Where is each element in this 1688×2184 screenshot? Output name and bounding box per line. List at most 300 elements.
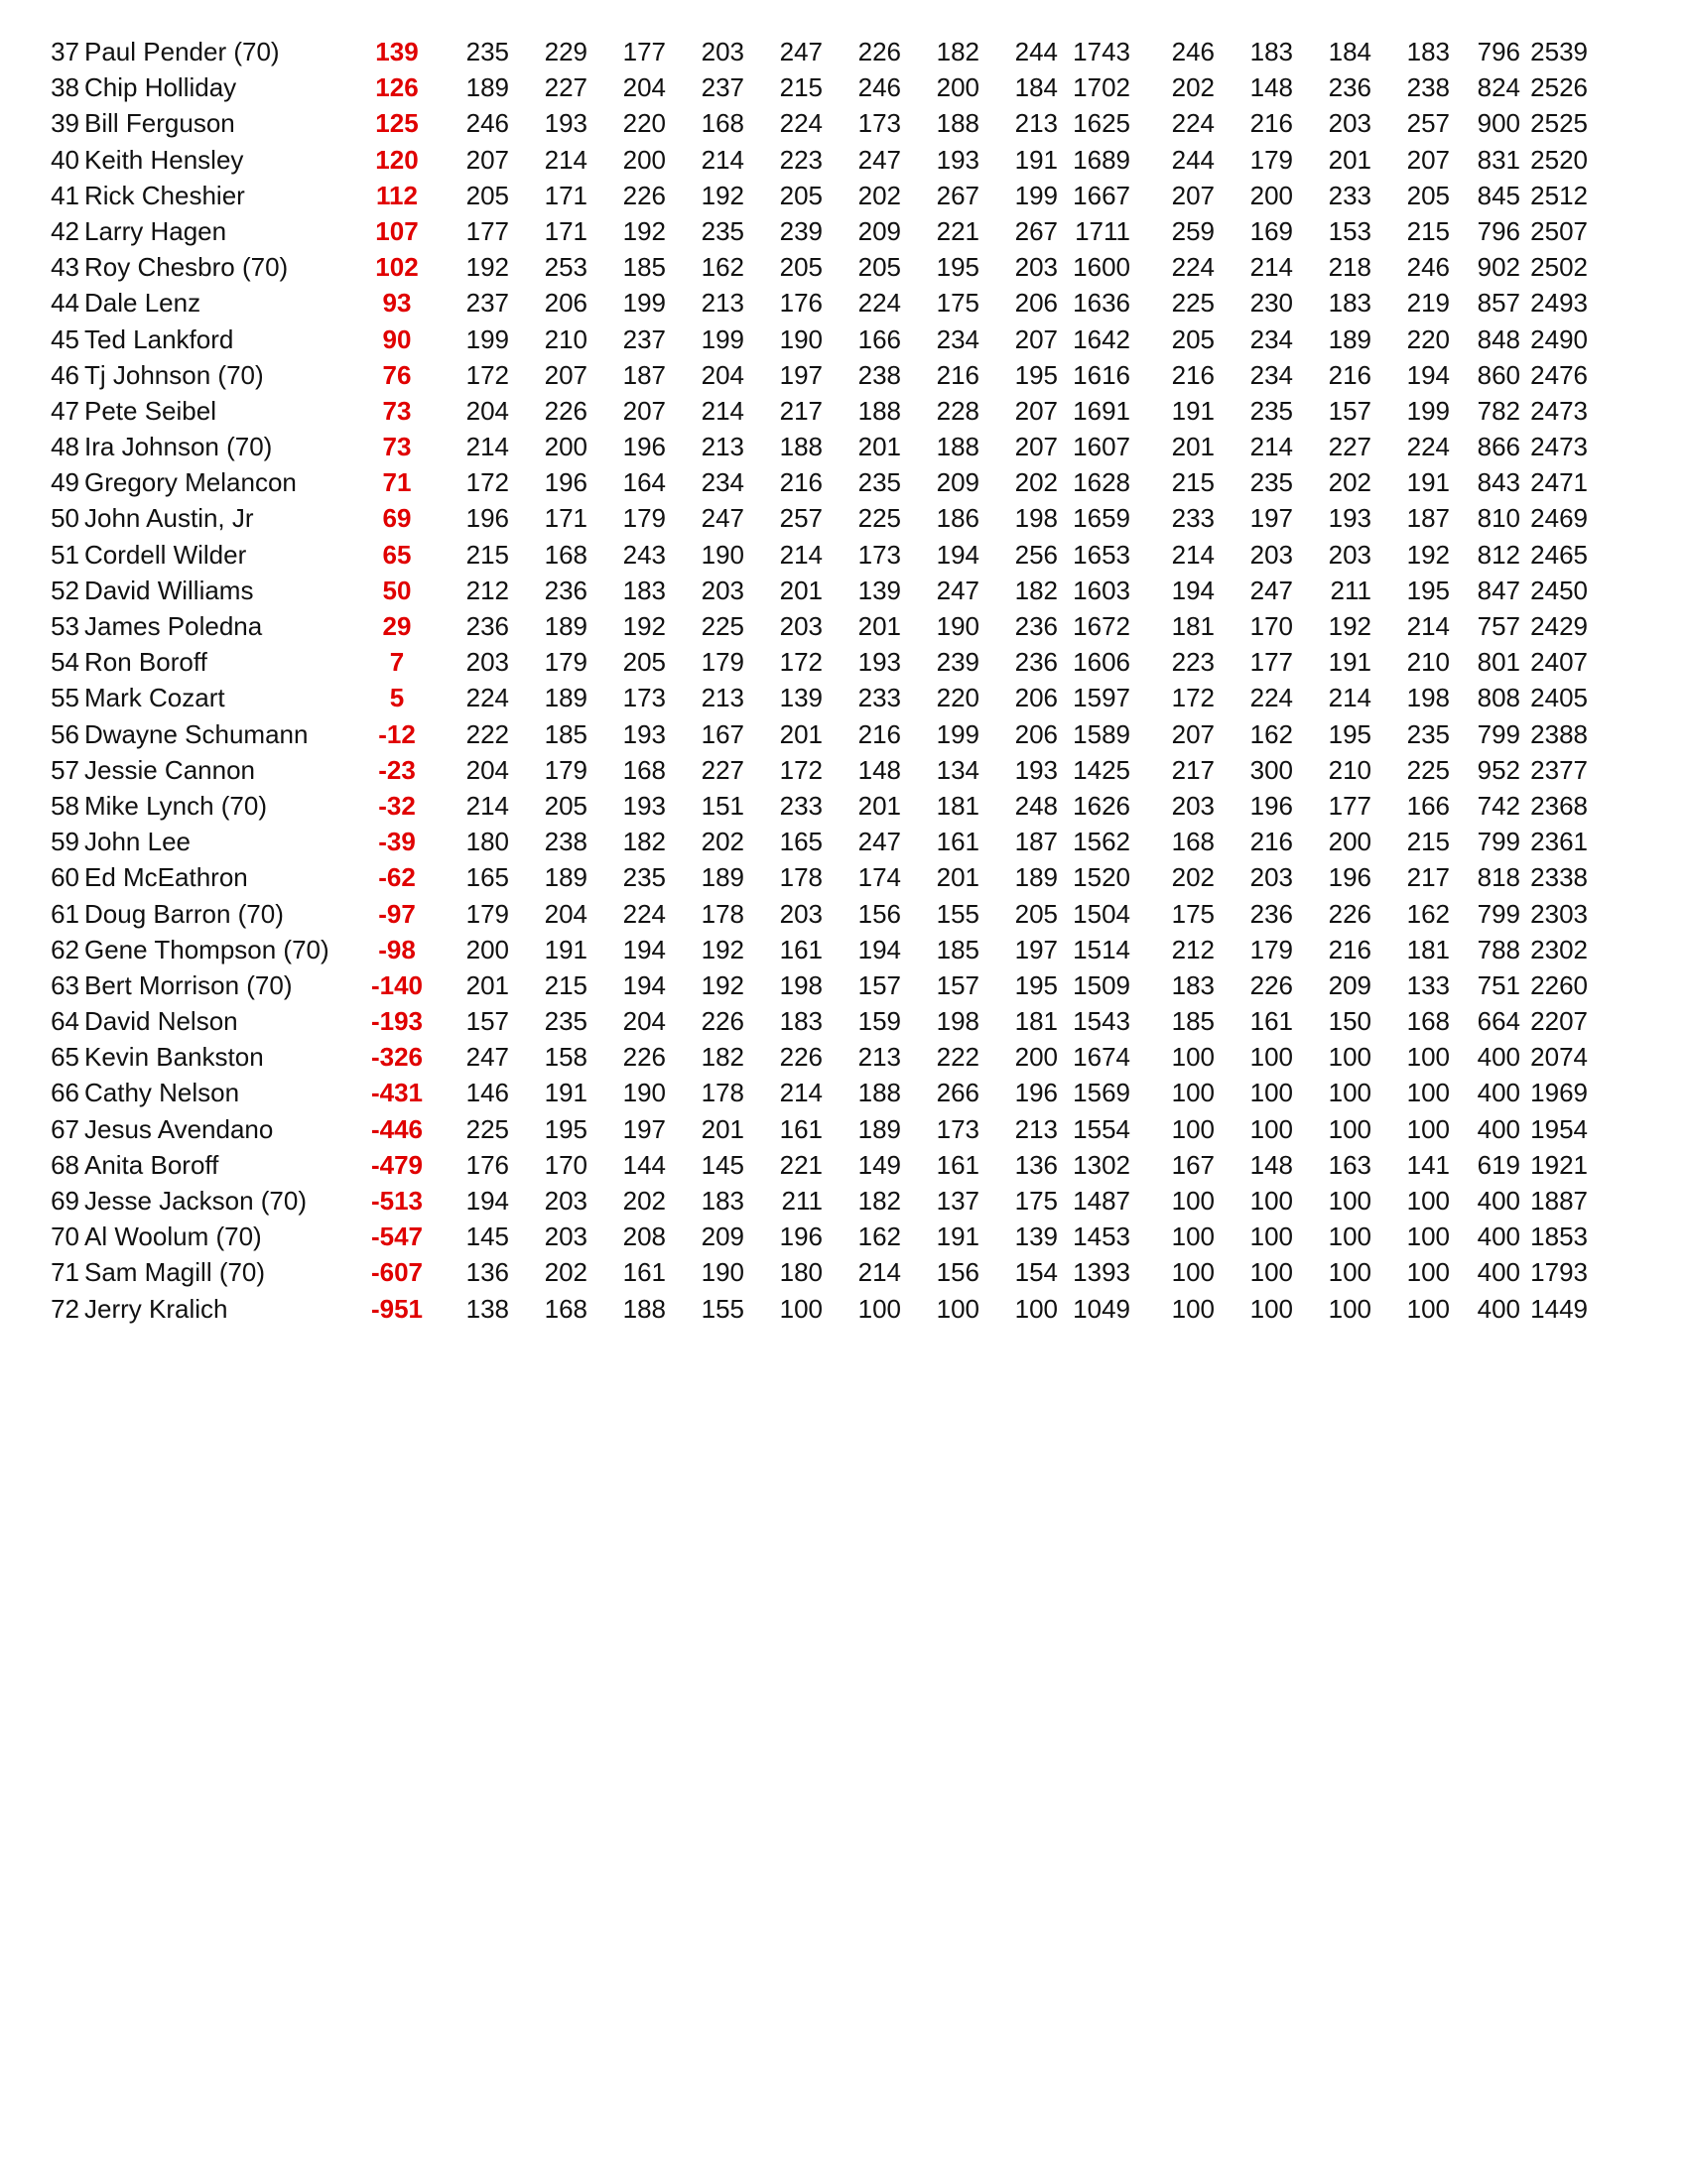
block-2-total: 796	[1477, 215, 1520, 246]
game-score: 224	[779, 108, 823, 139]
game-score: 161	[936, 827, 979, 857]
game-score: 150	[1328, 1006, 1371, 1037]
game-score: 159	[857, 1006, 901, 1037]
game-score: 214	[779, 539, 823, 570]
game-score: 177	[465, 215, 509, 246]
block-1-total: 1603	[1073, 575, 1130, 605]
game-score: 162	[1406, 898, 1450, 929]
bowler-name: Dwayne Schumann	[84, 718, 309, 749]
game-score: 226	[1328, 898, 1371, 929]
table-row	[0, 285, 1688, 321]
game-score: 210	[1406, 647, 1450, 678]
game-score: 207	[1171, 718, 1215, 749]
grand-total: 2507	[1530, 215, 1588, 246]
game-score: 141	[1406, 1149, 1450, 1180]
game-score: 177	[1328, 790, 1371, 821]
block-1-total: 1509	[1073, 969, 1130, 1000]
game-score: 226	[1249, 969, 1293, 1000]
game-score: 236	[544, 575, 587, 605]
game-score: 195	[544, 1113, 587, 1144]
game-score: 204	[465, 395, 509, 426]
grand-total: 2471	[1530, 467, 1588, 498]
game-score: 148	[857, 754, 901, 785]
game-score: 193	[857, 647, 901, 678]
game-score: 165	[465, 862, 509, 893]
differential-score: -547	[370, 1221, 424, 1252]
bowler-name: Cordell Wilder	[84, 539, 247, 570]
game-score: 188	[936, 108, 979, 139]
table-row	[0, 1003, 1688, 1039]
game-score: 179	[1249, 934, 1293, 964]
grand-total: 1793	[1530, 1257, 1588, 1288]
game-score: 235	[1249, 467, 1293, 498]
game-score: 170	[1249, 611, 1293, 641]
block-1-total: 1487	[1073, 1186, 1130, 1216]
table-row	[0, 896, 1688, 932]
game-score: 202	[1014, 467, 1058, 498]
game-score: 246	[465, 108, 509, 139]
game-score: 238	[544, 827, 587, 857]
game-score: 204	[465, 754, 509, 785]
game-score: 210	[544, 323, 587, 354]
differential-score: 7	[389, 647, 405, 678]
game-score: 203	[1171, 790, 1215, 821]
game-score: 145	[465, 1221, 509, 1252]
game-score: 235	[701, 215, 744, 246]
grand-total: 1887	[1530, 1186, 1588, 1216]
game-score: 197	[622, 1113, 666, 1144]
game-score: 157	[465, 1006, 509, 1037]
block-2-total: 782	[1477, 395, 1520, 426]
differential-score: 112	[376, 180, 418, 210]
block-1-total: 1554	[1073, 1113, 1130, 1144]
bowler-name: Jesse Jackson (70)	[84, 1186, 307, 1216]
game-score: 236	[1249, 898, 1293, 929]
game-score: 189	[701, 862, 744, 893]
block-1-total: 1689	[1073, 144, 1130, 175]
differential-score: 126	[375, 72, 419, 103]
game-score: 267	[936, 180, 979, 210]
game-score: 172	[1171, 683, 1215, 713]
bowler-name: Jerry Kralich	[84, 1293, 228, 1324]
game-score: 219	[1406, 288, 1450, 319]
game-score: 156	[857, 898, 901, 929]
game-score: 188	[936, 432, 979, 462]
game-score: 100	[1171, 1186, 1215, 1216]
game-score: 192	[701, 969, 744, 1000]
game-score: 182	[701, 1042, 744, 1073]
game-score: 196	[465, 503, 509, 534]
block-1-total: 1636	[1073, 288, 1130, 319]
game-score: 183	[779, 1006, 823, 1037]
game-score: 100	[1249, 1293, 1293, 1324]
standings-table	[0, 34, 1688, 1327]
game-score: 202	[622, 1186, 666, 1216]
game-score: 202	[1171, 862, 1215, 893]
game-score: 225	[465, 1113, 509, 1144]
game-score: 177	[1249, 647, 1293, 678]
game-score: 182	[857, 1186, 901, 1216]
game-score: 177	[622, 37, 666, 66]
game-score: 100	[1328, 1221, 1371, 1252]
game-score: 198	[1406, 683, 1450, 713]
game-score: 182	[1014, 575, 1058, 605]
game-score: 192	[465, 252, 509, 283]
block-1-total: 1711	[1075, 215, 1130, 246]
game-score: 224	[1406, 432, 1450, 462]
game-score: 194	[936, 539, 979, 570]
table-row	[0, 213, 1688, 249]
block-2-total: 788	[1477, 934, 1520, 964]
game-score: 136	[1014, 1149, 1058, 1180]
table-row	[0, 967, 1688, 1003]
game-score: 213	[1014, 1113, 1058, 1144]
table-row	[0, 178, 1688, 213]
table-row	[0, 573, 1688, 608]
game-score: 214	[701, 395, 744, 426]
game-score: 247	[857, 827, 901, 857]
block-1-total: 1514	[1073, 934, 1130, 964]
game-score: 222	[465, 718, 509, 749]
block-2-total: 799	[1477, 827, 1520, 857]
row-rank: 45	[51, 323, 79, 354]
row-rank: 43	[51, 252, 79, 283]
grand-total: 2429	[1530, 611, 1588, 641]
game-score: 214	[1328, 683, 1371, 713]
game-score: 201	[857, 611, 901, 641]
block-1-total: 1606	[1073, 647, 1130, 678]
block-2-total: 801	[1477, 647, 1520, 678]
game-score: 100	[1249, 1186, 1293, 1216]
row-rank: 46	[51, 359, 79, 390]
game-score: 181	[1171, 611, 1215, 641]
block-2-total: 751	[1477, 969, 1520, 1000]
game-score: 184	[1014, 72, 1058, 103]
bowler-name: Paul Pender (70)	[84, 37, 280, 66]
game-score: 189	[857, 1113, 901, 1144]
row-rank: 61	[51, 898, 79, 929]
game-score: 224	[1171, 108, 1215, 139]
game-score: 214	[465, 790, 509, 821]
game-score: 205	[1171, 323, 1215, 354]
table-row	[0, 464, 1688, 500]
game-score: 200	[622, 144, 666, 175]
differential-score: -140	[370, 969, 424, 1000]
bowler-name: Dale Lenz	[84, 288, 201, 319]
game-score: 196	[622, 432, 666, 462]
row-rank: 72	[51, 1293, 79, 1324]
block-2-total: 400	[1477, 1186, 1520, 1216]
block-2-total: 400	[1477, 1113, 1520, 1144]
game-score: 200	[1249, 180, 1293, 210]
bowler-name: Ed McEathron	[84, 862, 248, 893]
game-score: 256	[1014, 539, 1058, 570]
game-score: 100	[1171, 1113, 1215, 1144]
block-2-total: 808	[1477, 683, 1520, 713]
game-score: 144	[622, 1149, 666, 1180]
table-row	[0, 716, 1688, 752]
block-2-total: 799	[1477, 898, 1520, 929]
game-score: 199	[622, 288, 666, 319]
game-score: 205	[622, 647, 666, 678]
game-score: 161	[779, 934, 823, 964]
block-1-total: 1626	[1073, 790, 1130, 821]
game-score: 134	[936, 754, 979, 785]
game-score: 246	[1171, 37, 1215, 66]
game-score: 196	[544, 467, 587, 498]
game-score: 199	[1014, 180, 1058, 210]
block-2-total: 845	[1477, 180, 1520, 210]
game-score: 181	[1014, 1006, 1058, 1037]
game-score: 194	[857, 934, 901, 964]
block-2-total: 400	[1477, 1078, 1520, 1108]
game-score: 173	[622, 683, 666, 713]
game-score: 224	[1171, 252, 1215, 283]
game-score: 259	[1171, 215, 1215, 246]
game-score: 164	[622, 467, 666, 498]
game-score: 158	[544, 1042, 587, 1073]
game-score: 235	[1249, 395, 1293, 426]
game-score: 257	[779, 503, 823, 534]
game-score: 199	[701, 323, 744, 354]
grand-total: 2539	[1530, 37, 1588, 66]
differential-score: 90	[382, 323, 412, 354]
bowler-name: Jessie Cannon	[84, 754, 255, 785]
game-score: 189	[544, 611, 587, 641]
bowler-name: John Austin, Jr	[84, 503, 254, 534]
table-row	[0, 680, 1688, 715]
grand-total: 2303	[1530, 898, 1588, 929]
game-score: 203	[1249, 862, 1293, 893]
block-2-total: 812	[1477, 539, 1520, 570]
game-score: 196	[779, 1221, 823, 1252]
bowler-name: Ron Boroff	[84, 647, 207, 678]
game-score: 215	[544, 969, 587, 1000]
table-row	[0, 644, 1688, 680]
game-score: 222	[936, 1042, 979, 1073]
game-score: 192	[622, 611, 666, 641]
game-score: 166	[1406, 790, 1450, 821]
game-score: 190	[701, 1257, 744, 1288]
game-score: 203	[701, 37, 744, 66]
game-score: 171	[544, 215, 587, 246]
game-score: 100	[1328, 1113, 1371, 1144]
game-score: 148	[1249, 1149, 1293, 1180]
game-score: 200	[936, 72, 979, 103]
grand-total: 2512	[1530, 180, 1588, 210]
bowler-name: Ira Johnson (70)	[84, 432, 273, 462]
row-rank: 57	[51, 754, 79, 785]
block-2-total: 619	[1477, 1149, 1520, 1180]
table-row	[0, 859, 1688, 895]
grand-total: 2473	[1530, 432, 1588, 462]
game-score: 203	[1328, 108, 1371, 139]
block-1-total: 1642	[1073, 323, 1130, 354]
game-score: 100	[779, 1293, 823, 1324]
game-score: 204	[622, 72, 666, 103]
bowler-name: Rick Cheshier	[84, 180, 245, 210]
differential-score: 76	[382, 359, 412, 390]
differential-score: -951	[370, 1293, 424, 1324]
game-score: 235	[544, 1006, 587, 1037]
game-score: 185	[936, 934, 979, 964]
row-rank: 49	[51, 467, 79, 498]
game-score: 182	[622, 827, 666, 857]
table-row	[0, 1254, 1688, 1290]
game-score: 157	[1328, 395, 1371, 426]
table-row	[0, 34, 1688, 69]
game-score: 253	[544, 252, 587, 283]
game-score: 193	[622, 790, 666, 821]
game-score: 235	[465, 37, 509, 66]
game-score: 204	[622, 1006, 666, 1037]
block-1-total: 1628	[1073, 467, 1130, 498]
game-score: 186	[936, 503, 979, 534]
block-1-total: 1543	[1073, 1006, 1130, 1037]
block-2-total: 796	[1477, 37, 1520, 66]
grand-total: 2377	[1530, 754, 1588, 785]
row-rank: 69	[51, 1186, 79, 1216]
game-score: 192	[701, 934, 744, 964]
block-1-total: 1589	[1073, 718, 1130, 749]
game-score: 194	[1406, 359, 1450, 390]
game-score: 198	[779, 969, 823, 1000]
game-score: 168	[544, 539, 587, 570]
game-score: 216	[779, 467, 823, 498]
bowler-name: Anita Boroff	[84, 1149, 219, 1180]
game-score: 246	[857, 72, 901, 103]
game-score: 235	[622, 862, 666, 893]
block-2-total: 757	[1477, 611, 1520, 641]
game-score: 197	[779, 359, 823, 390]
differential-score: 139	[375, 37, 419, 66]
game-score: 216	[857, 718, 901, 749]
game-score: 224	[1249, 683, 1293, 713]
game-score: 182	[936, 37, 979, 66]
differential-score: -193	[370, 1006, 424, 1037]
game-score: 230	[1249, 288, 1293, 319]
table-row	[0, 1147, 1688, 1183]
bowler-name: Al Woolum (70)	[84, 1221, 262, 1252]
game-score: 215	[465, 539, 509, 570]
game-score: 233	[1328, 180, 1371, 210]
game-score: 166	[857, 323, 901, 354]
table-row	[0, 1111, 1688, 1147]
game-score: 183	[1406, 37, 1450, 66]
game-score: 188	[857, 1078, 901, 1108]
game-score: 227	[544, 72, 587, 103]
game-score: 193	[1328, 503, 1371, 534]
table-row	[0, 788, 1688, 824]
game-score: 205	[779, 180, 823, 210]
game-score: 171	[544, 503, 587, 534]
game-score: 176	[779, 288, 823, 319]
game-score: 201	[1328, 144, 1371, 175]
game-score: 185	[1171, 1006, 1215, 1037]
grand-total: 2302	[1530, 934, 1588, 964]
game-score: 208	[622, 1221, 666, 1252]
game-score: 191	[1406, 467, 1450, 498]
game-score: 100	[1406, 1221, 1450, 1252]
game-score: 154	[1014, 1257, 1058, 1288]
game-score: 100	[1328, 1078, 1371, 1108]
game-score: 100	[1249, 1257, 1293, 1288]
grand-total: 2502	[1530, 252, 1588, 283]
differential-score: 102	[375, 252, 419, 283]
game-score: 179	[1249, 144, 1293, 175]
grand-total: 2476	[1530, 359, 1588, 390]
game-score: 235	[1406, 718, 1450, 749]
game-score: 199	[936, 718, 979, 749]
game-score: 226	[622, 180, 666, 210]
differential-score: 71	[382, 467, 412, 498]
game-score: 201	[936, 862, 979, 893]
bowler-name: Ted Lankford	[84, 323, 234, 354]
differential-score: 5	[389, 683, 405, 713]
game-score: 157	[857, 969, 901, 1000]
bowler-name: Pete Seibel	[84, 395, 216, 426]
game-score: 216	[936, 359, 979, 390]
game-score: 198	[1014, 503, 1058, 534]
row-rank: 44	[51, 288, 79, 319]
game-score: 100	[857, 1293, 901, 1324]
game-score: 151	[701, 790, 744, 821]
game-score: 213	[1014, 108, 1058, 139]
game-score: 168	[1171, 827, 1215, 857]
block-2-total: 810	[1477, 503, 1520, 534]
game-score: 197	[1014, 934, 1058, 964]
game-score: 300	[1249, 754, 1293, 785]
game-score: 180	[779, 1257, 823, 1288]
game-score: 234	[1249, 359, 1293, 390]
game-score: 220	[936, 683, 979, 713]
row-rank: 42	[51, 215, 79, 246]
game-score: 203	[779, 898, 823, 929]
row-rank: 53	[51, 611, 79, 641]
game-score: 172	[465, 359, 509, 390]
game-score: 183	[701, 1186, 744, 1216]
game-score: 183	[1171, 969, 1215, 1000]
differential-score: 93	[382, 288, 412, 319]
block-1-total: 1600	[1073, 252, 1130, 283]
game-score: 190	[936, 611, 979, 641]
game-score: 167	[701, 718, 744, 749]
table-row	[0, 752, 1688, 788]
game-score: 243	[622, 539, 666, 570]
game-score: 213	[701, 683, 744, 713]
game-score: 205	[779, 252, 823, 283]
game-score: 200	[1328, 827, 1371, 857]
game-score: 201	[701, 1113, 744, 1144]
table-row	[0, 1183, 1688, 1219]
game-score: 199	[465, 323, 509, 354]
grand-total: 2074	[1530, 1042, 1588, 1073]
table-row	[0, 932, 1688, 967]
block-2-total: 824	[1477, 72, 1520, 103]
game-score: 138	[465, 1293, 509, 1324]
game-score: 190	[701, 539, 744, 570]
game-score: 189	[544, 683, 587, 713]
game-score: 221	[779, 1149, 823, 1180]
game-score: 175	[1014, 1186, 1058, 1216]
game-score: 199	[1406, 395, 1450, 426]
block-1-total: 1569	[1073, 1078, 1130, 1108]
game-score: 162	[1249, 718, 1293, 749]
block-2-total: 902	[1477, 252, 1520, 283]
game-score: 168	[544, 1293, 587, 1324]
game-score: 247	[779, 37, 823, 66]
game-score: 238	[857, 359, 901, 390]
